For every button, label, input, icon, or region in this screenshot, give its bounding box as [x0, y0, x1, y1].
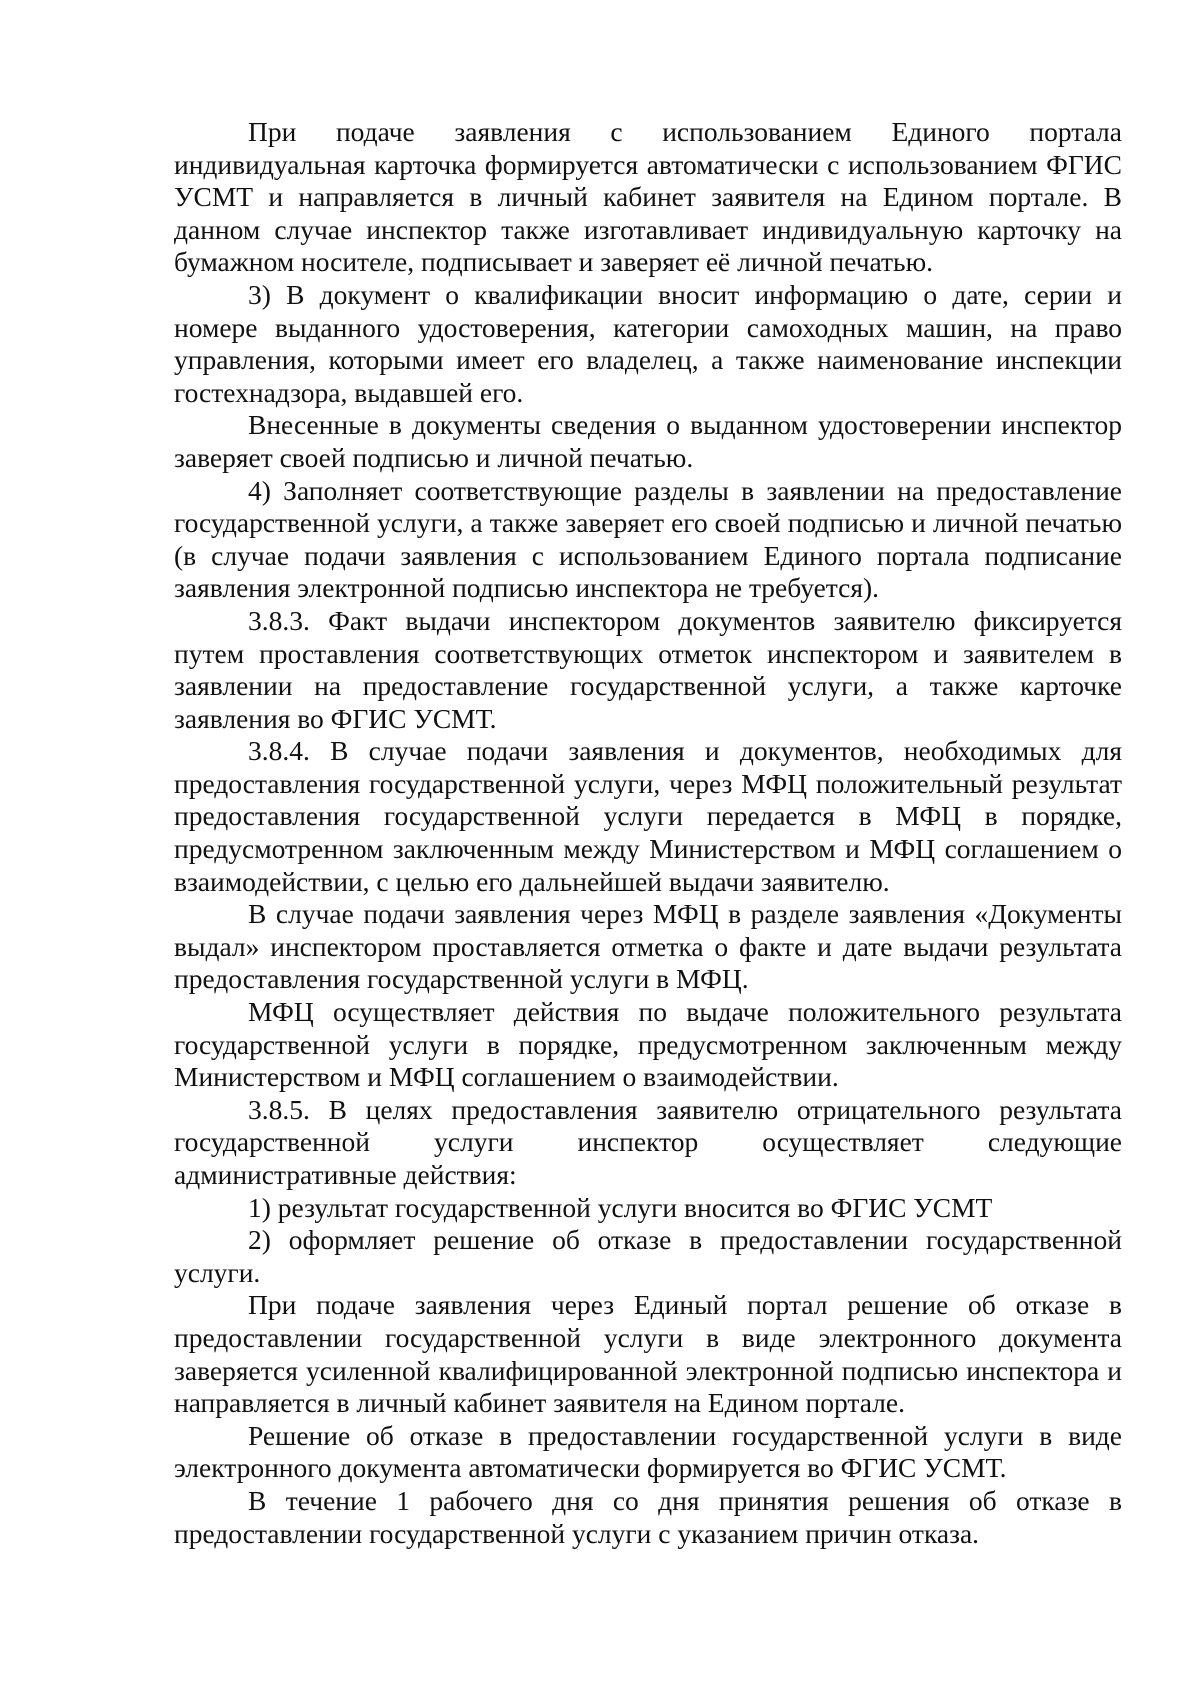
paragraph: При подаче заявления с использованием Единого портала индивидуальная карточка формируется автоматически с использованием ФГИС УСМТ и направляется в личный кабинет заявителя на Едином портале. В данном случае инспектор также изготавливает индивидуальную карточку на бумажном носителе, подписывает и заверяет её личной печатью.: [174, 116, 1122, 278]
paragraph: 3) В документ о квалификации вносит информацию о дате, серии и номере выданного удостоверения, категории самоходных машин, на право управления, которыми имеет его владелец, а также наименование инспекции гостехнадзора, выдавшей его.: [174, 278, 1122, 408]
paragraph: 1) результат государственной услуги вносится во ФГИС УСМТ: [248, 1191, 993, 1223]
document-page: [174, 116, 1122, 1550]
paragraph: 3.8.3. Факт выдачи инспектором документов заявителю фиксируется путем проставления соответствующих отметок инспектором и заявителем в заявлении на предоставление государственной услуги, а также карточке заявления во ФГИС УСМТ.: [174, 604, 1122, 734]
paragraph: 3.8.4. В случае подачи заявления и документов, необходимых для предоставления государственной услуги, через МФЦ положительный результат предоставления государственной услуги передается в МФЦ в порядке, предусмотренном заключенным между Министерством и МФЦ соглашением о взаимодействии, с целью его дальнейшей выдачи заявителю.: [174, 735, 1122, 897]
paragraph: МФЦ осуществляет действия по выдаче положительного результата государственной услуги в порядке, предусмотренном заключенным между Министерством и МФЦ соглашением о взаимодействии.: [174, 996, 1122, 1093]
paragraph: 4) Заполняет соответствующие разделы в заявлении на предоставление государственной услуги, а также заверяет его своей подписью и личной печатью (в случае подачи заявления с использованием Единого портала подписание заявления электронной подписью инспектора не требуется).: [174, 474, 1122, 604]
paragraph: Решение об отказе в предоставлении государственной услуги в виде электронного документа автоматически формируется во ФГИС УСМТ.: [174, 1419, 1122, 1484]
paragraph: 2) оформляет решение об отказе в предоставлении государственной услуги.: [174, 1224, 1122, 1288]
paragraph: При подаче заявления через Единый портал решение об отказе в предоставлении государственной услуги в виде электронного документа заверяется усиленной квалифицированной электронной подписью инспектора и направляется в личный кабинет заявителя на Едином портале.: [174, 1289, 1122, 1419]
paragraph: 3.8.5. В целях предоставления заявителю отрицательного результата государственной услуги инспектор осуществляет следующие административные действия:: [174, 1093, 1122, 1190]
paragraph: Внесенные в документы сведения о выданном удостоверении инспектор заверяет своей подписью и личной печатью.: [174, 409, 1122, 473]
paragraph: В случае подачи заявления через МФЦ в разделе заявления «Документы выдал» инспектором проставляется отметка о факте и дате выдачи результата предоставления государственной услуги в МФЦ.: [174, 898, 1122, 995]
paragraph: В течение 1 рабочего дня со дня принятия решения об отказе в предоставлении государственной услуги с указанием причин отказа.: [174, 1484, 1122, 1549]
